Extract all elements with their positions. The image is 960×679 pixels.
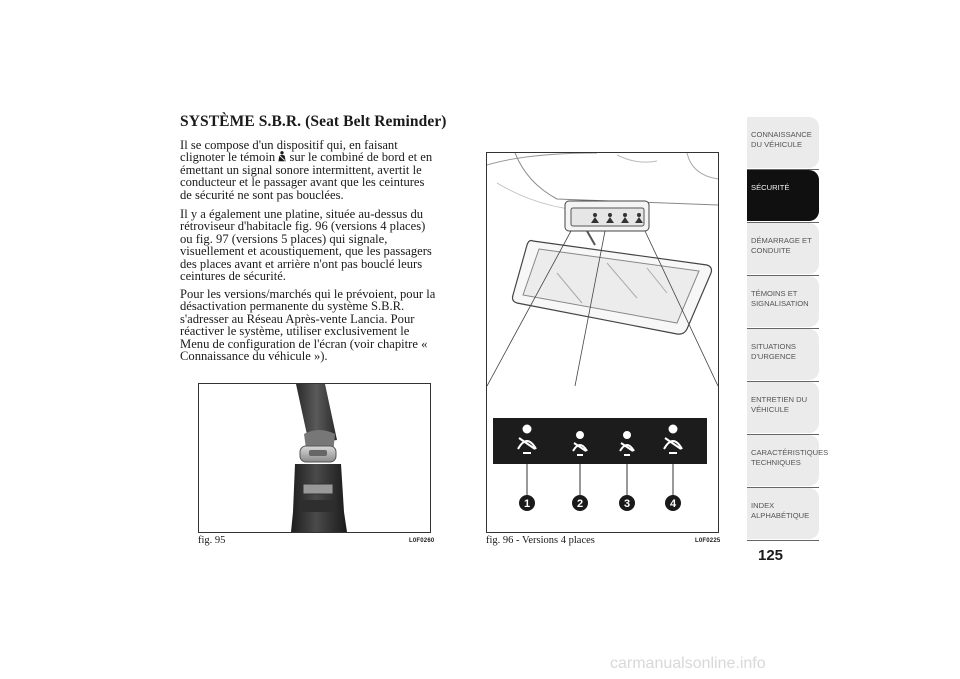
text-line: désactivation permanente du système S.B.R.	[180, 299, 405, 314]
figure-96-code: L0F0225	[695, 538, 721, 544]
text-line: Pour les versions/marchés qui le prévoient, pour la	[180, 287, 436, 301]
tab-label: SÉCURITÉ	[751, 183, 790, 192]
tab-connaissance-du-vehicule[interactable]	[747, 117, 819, 168]
chapter-tabs	[747, 117, 829, 541]
callout-label-2: 2	[576, 498, 584, 510]
tab-demarrage-et-conduite[interactable]	[747, 223, 819, 274]
seatbelt-warning-icon	[278, 151, 286, 162]
text-line: réactiver le système, utiliser exclusivement le	[180, 324, 410, 339]
figure-95-caption: fig. 95	[198, 535, 226, 546]
paragraph-deactivation	[180, 288, 452, 362]
text-line: Menu de configuration de l'écran (voir chapitre «	[180, 336, 428, 351]
callout-label-4: 4	[669, 498, 677, 510]
text-line: ou fig. 97 (versions 5 places) qui signale,	[180, 231, 388, 246]
watermark-text: carmanualsonline.info	[610, 655, 766, 672]
figure-96-caption: fig. 96 - Versions 4 places	[486, 535, 595, 546]
tab-temoins-et-signalisation[interactable]	[747, 276, 819, 327]
text-line: de sécurité ne sont pas bouclées.	[180, 187, 344, 202]
tab-entretien-du-vehicule[interactable]	[747, 382, 819, 433]
callout-label-1: 1	[523, 498, 531, 510]
tab-securite[interactable]	[747, 170, 819, 221]
text-line: s'adresser au Réseau Après-vente Lancia. Pour	[180, 311, 415, 326]
text-line: rétroviseur d'habitacle fig. 96 (versions 4 places)	[180, 219, 426, 234]
figure-95-seatbelt-buckle	[198, 383, 431, 533]
tab-situations-d-urgence[interactable]	[747, 329, 819, 380]
tab-label: INDEX ALPHABÉTIQUE	[751, 501, 810, 520]
tab-label: ENTRETIEN DU VÉHICULE	[751, 395, 808, 414]
tab-label: TÉMOINS ET SIGNALISATION	[751, 289, 809, 308]
tab-label: CONNAISSANCE DU VÉHICULE	[751, 130, 812, 149]
text-line: des places avant et arrière n'ont pas bouclé leurs	[180, 256, 423, 271]
paragraph-description	[180, 139, 452, 201]
tab-label: DÉMARRAGE ET CONDUITE	[751, 236, 812, 255]
tab-divider	[747, 540, 819, 541]
text-line: ceintures de sécurité.	[180, 269, 286, 284]
text-fragment: clignoter le témoin	[180, 150, 276, 165]
text-line: Connaissance du véhicule »).	[180, 349, 328, 364]
text-fragment: sur le combiné de bord et en	[289, 150, 433, 165]
mirror-panel-illustration	[487, 153, 718, 532]
tab-label: CARACTÉRISTIQUES TECHNIQUES	[751, 448, 829, 467]
tab-label: SITUATIONS D'URGENCE	[751, 342, 797, 361]
text-line: Il se compose d'un dispositif qui, en faisant	[180, 138, 398, 152]
text-line: Il y a également une platine, située au-dessus du	[180, 207, 424, 221]
figure-96-sbr-platine	[486, 152, 719, 533]
text-line	[180, 151, 452, 163]
seatbelt-buckle-illustration	[199, 384, 430, 532]
text-line: émettant un signal sonore intermittent, avertit le	[180, 162, 422, 177]
callout-label-3: 3	[623, 498, 631, 510]
text-line: conducteur et le passager avant que les ceintures	[180, 175, 425, 190]
text-line: visuellement et acoustiquement, que les passagers	[180, 244, 432, 259]
figure-95-code: L0F0260	[409, 538, 435, 544]
paragraph-platine	[180, 208, 452, 282]
page-number: 125	[758, 547, 784, 564]
tab-caracteristiques-techniques[interactable]	[747, 435, 829, 486]
section-title: SYSTÈME S.B.R. (Seat Belt Reminder)	[180, 113, 447, 130]
tab-index-alphabetique[interactable]	[747, 488, 819, 539]
